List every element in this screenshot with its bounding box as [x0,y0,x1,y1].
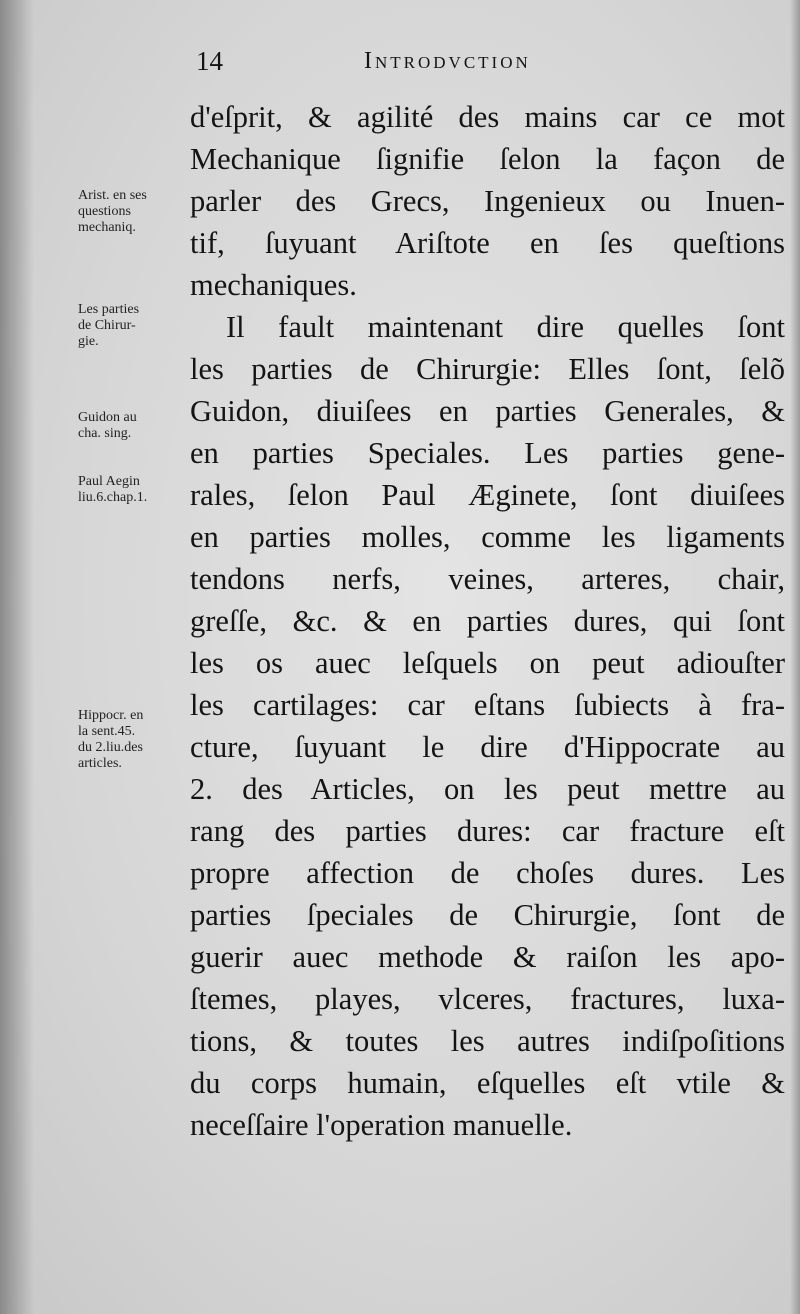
page-number: 14 [196,46,223,76]
text-line: Mechanique ſignifie ſelon la façon de [190,142,785,176]
text-line: d'eſprit, & agilité des mains car ce mot [190,100,785,134]
margin-note-hippocrate: Hippocr. en la sent.45. du 2.liu.des articles. [78,708,144,771]
text-line: rang des parties dures: car fracture eſt [190,814,785,848]
text-line: parties ſpeciales de Chirurgie, ſont de [190,898,785,932]
text-line: guerir auec methode & raiſon les apo- [190,940,785,974]
text-line: Guidon, diuiſees en parties Generales, & [190,394,785,428]
page-header [196,46,776,86]
text-line: mechaniques. [190,268,357,302]
text-line: les os auec leſquels on peut adiouſter [190,646,785,680]
margin-note-paul-aegin: Paul Aegin liu.6.chap.1. [78,474,148,505]
text-line: parler des Grecs, Ingenieux ou Inuen- [190,184,785,218]
running-title: Introdvction [364,48,531,74]
text-line: les cartilages: car eſtans ſubiects à fra- [190,688,785,722]
text-line: tions, & toutes les autres indiſpoſitions [190,1024,785,1058]
text-line: tendons nerfs, veines, arteres, chair, [190,562,785,596]
text-line: en parties molles, comme les ligaments [190,520,785,554]
text-line: les parties de Chirurgie: Elles ſont, ſelõ [190,352,785,386]
margin-note-parties: Les parties de Chirur- gie. [78,302,140,349]
margin-note-aristote: Arist. en ses questions mechaniq. [78,188,147,235]
paragraph-first-line: Il fault maintenant dire quelles ſont [226,310,785,344]
gutter-shadow [0,0,34,1314]
text-line: rales, ſelon Paul Æginete, ſont diuiſees [190,478,785,512]
text-line: ſtemes, playes, vlceres, fractures, luxa- [190,982,785,1016]
text-line: cture, ſuyuant le dire d'Hippocrate au [190,730,785,764]
text-line: en parties Speciales. Les parties gene- [190,436,785,470]
main-text-block [190,96,785,1146]
text-line: greſſe, &c. & en parties dures, qui ſont [190,604,785,638]
page-edge-shadow [790,0,800,1314]
text-line: 2. des Articles, on les peut mettre au [190,772,785,806]
margin-note-guidon: Guidon au cha. sing. [78,410,137,441]
text-line: propre affection de choſes dures. Les [190,856,785,890]
text-line: tif, ſuyuant Ariſtote en ſes queſtions [190,226,785,260]
text-line: du corps humain, eſquelles eſt vtile & [190,1066,785,1100]
text-line: neceſſaire l'operation manuelle. [190,1108,573,1142]
